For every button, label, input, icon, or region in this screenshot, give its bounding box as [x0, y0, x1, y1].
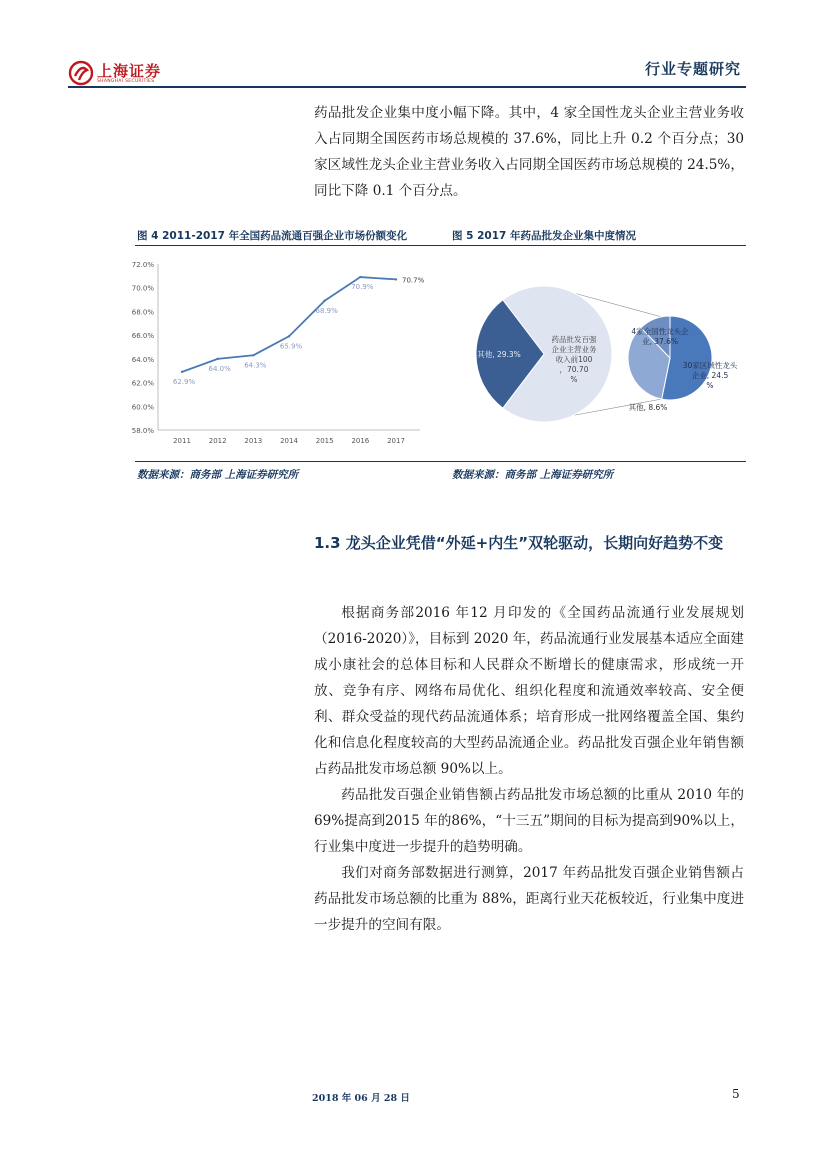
series-line	[182, 277, 396, 372]
pie-chart-fig5	[452, 252, 746, 452]
report-type-title: 行业专题研究	[644, 60, 741, 78]
x-tick-label: 2015	[315, 437, 334, 445]
data-label: 64.0%	[208, 364, 231, 373]
y-tick-label: 72.0%	[131, 261, 154, 269]
intro-paragraph: 药品批发企业集中度小幅下降。其中，4 家全国性龙头企业主营业务收入占同期全国医药市场总规模的 37.6%，同比上升 0.2 个百分点；30 家区域性龙头企业主营业务收入占同期全国医药市场总规模的 24.5%，同比下降 0.1 个百分点。	[314, 105, 744, 199]
body-paragraph-3: 我们对商务部数据进行测算，2017 年药品批发百强企业销售额占药品批发市场总额的比重为 88%，距离行业天花板较近，行业集中度进一步提升的空间有限。	[314, 865, 744, 933]
body-paragraph-1: 根据商务部2016 年12 月印发的《全国药品流通行业发展规划（2016-2020）》，目标到 2020 年，药品流通行业发展基本适应全面建成小康社会的总体目标和人民群众不断增长的健康需求，形成统一开放、竞争有序、网络布局优化、组织化程度和流通效率较高、安全便利、群众受益的现代药品流通体系；培育形成一批网络覆盖全国、集约化和信息化程度较高的大型药品流通企业。药品批发百强企业年销售额占药品批发市场总额 90%以上。	[314, 605, 744, 777]
figure-top-rule	[135, 245, 746, 246]
label-other-main: 其他, 29.3%	[477, 350, 521, 359]
section-body	[314, 600, 744, 938]
y-tick-label: 58.0%	[131, 427, 154, 435]
label-top100: 药品批发百强企业主营业务收入前100 ，70.70 %	[551, 335, 597, 384]
data-label: 62.9%	[172, 377, 196, 386]
logo-english-text: SHANGHAI SECURITIES	[97, 78, 155, 84]
y-tick-label: 68.0%	[131, 308, 154, 317]
data-point	[288, 335, 290, 337]
data-label: 64.3%	[244, 361, 267, 370]
data-point	[181, 371, 183, 373]
x-tick-label: 2011	[173, 437, 191, 445]
header-rule	[68, 86, 746, 88]
y-tick-label: 60.0%	[131, 403, 154, 412]
data-point	[395, 278, 397, 280]
page-number: 5	[732, 1087, 740, 1101]
y-tick-label: 62.0%	[131, 379, 154, 388]
figure-4-source: 数据来源：商务部 上海证券研究所	[137, 469, 299, 481]
label-regional-leaders: 30家区域性龙头企业, 24.5 %	[682, 361, 738, 390]
data-point	[359, 276, 361, 278]
y-tick-label: 64.0%	[131, 355, 154, 364]
x-tick-label: 2016	[351, 437, 370, 445]
data-label: 70.9%	[351, 283, 374, 292]
x-tick-label: 2014	[280, 437, 298, 445]
data-label: 65.9%	[279, 342, 303, 351]
y-tick-label: 66.0%	[131, 332, 154, 341]
y-tick-label: 70.0%	[131, 284, 154, 293]
x-tick-label: 2013	[244, 437, 263, 445]
figure-4-caption: 图 4 2011-2017 年全国药品流通百强企业市场份额变化	[137, 230, 408, 242]
data-point	[216, 358, 218, 360]
section-heading: 1.3 龙头企业凭借“外延+内生”双轮驱动，长期向好趋势不变	[314, 534, 724, 552]
company-logo	[68, 60, 161, 86]
data-label: 68.9%	[315, 306, 338, 315]
footer-date: 2018 年 06 月 28 日	[312, 1093, 410, 1104]
line-chart-fig4	[128, 252, 428, 452]
data-label: 70.7%	[402, 276, 425, 285]
figure-bottom-rule	[135, 461, 746, 462]
body-paragraph-2: 药品批发百强企业销售额占药品批发市场总额的比重从 2010 年的69%提高到2015 年的86%，“十三五”期间的目标为提高到90%以上，行业集中度进一步提升的趋势明确。	[314, 787, 744, 855]
logo-chinese-text: 上海证券	[97, 61, 162, 80]
figure-5-caption: 图 5 2017 年药品批发企业集中度情况	[452, 230, 636, 242]
x-tick-label: 2012	[208, 437, 227, 445]
data-point	[323, 300, 325, 302]
x-tick-label: 2017	[387, 437, 405, 445]
logo-emblem-icon	[68, 60, 94, 86]
data-point	[252, 354, 254, 356]
label-other-sub: 其他, 8.6%	[628, 403, 668, 412]
figure-5-source: 数据来源：商务部 上海证券研究所	[452, 469, 614, 481]
label-national-leaders: 4家全国性龙头企业, 37.6%	[631, 327, 689, 346]
